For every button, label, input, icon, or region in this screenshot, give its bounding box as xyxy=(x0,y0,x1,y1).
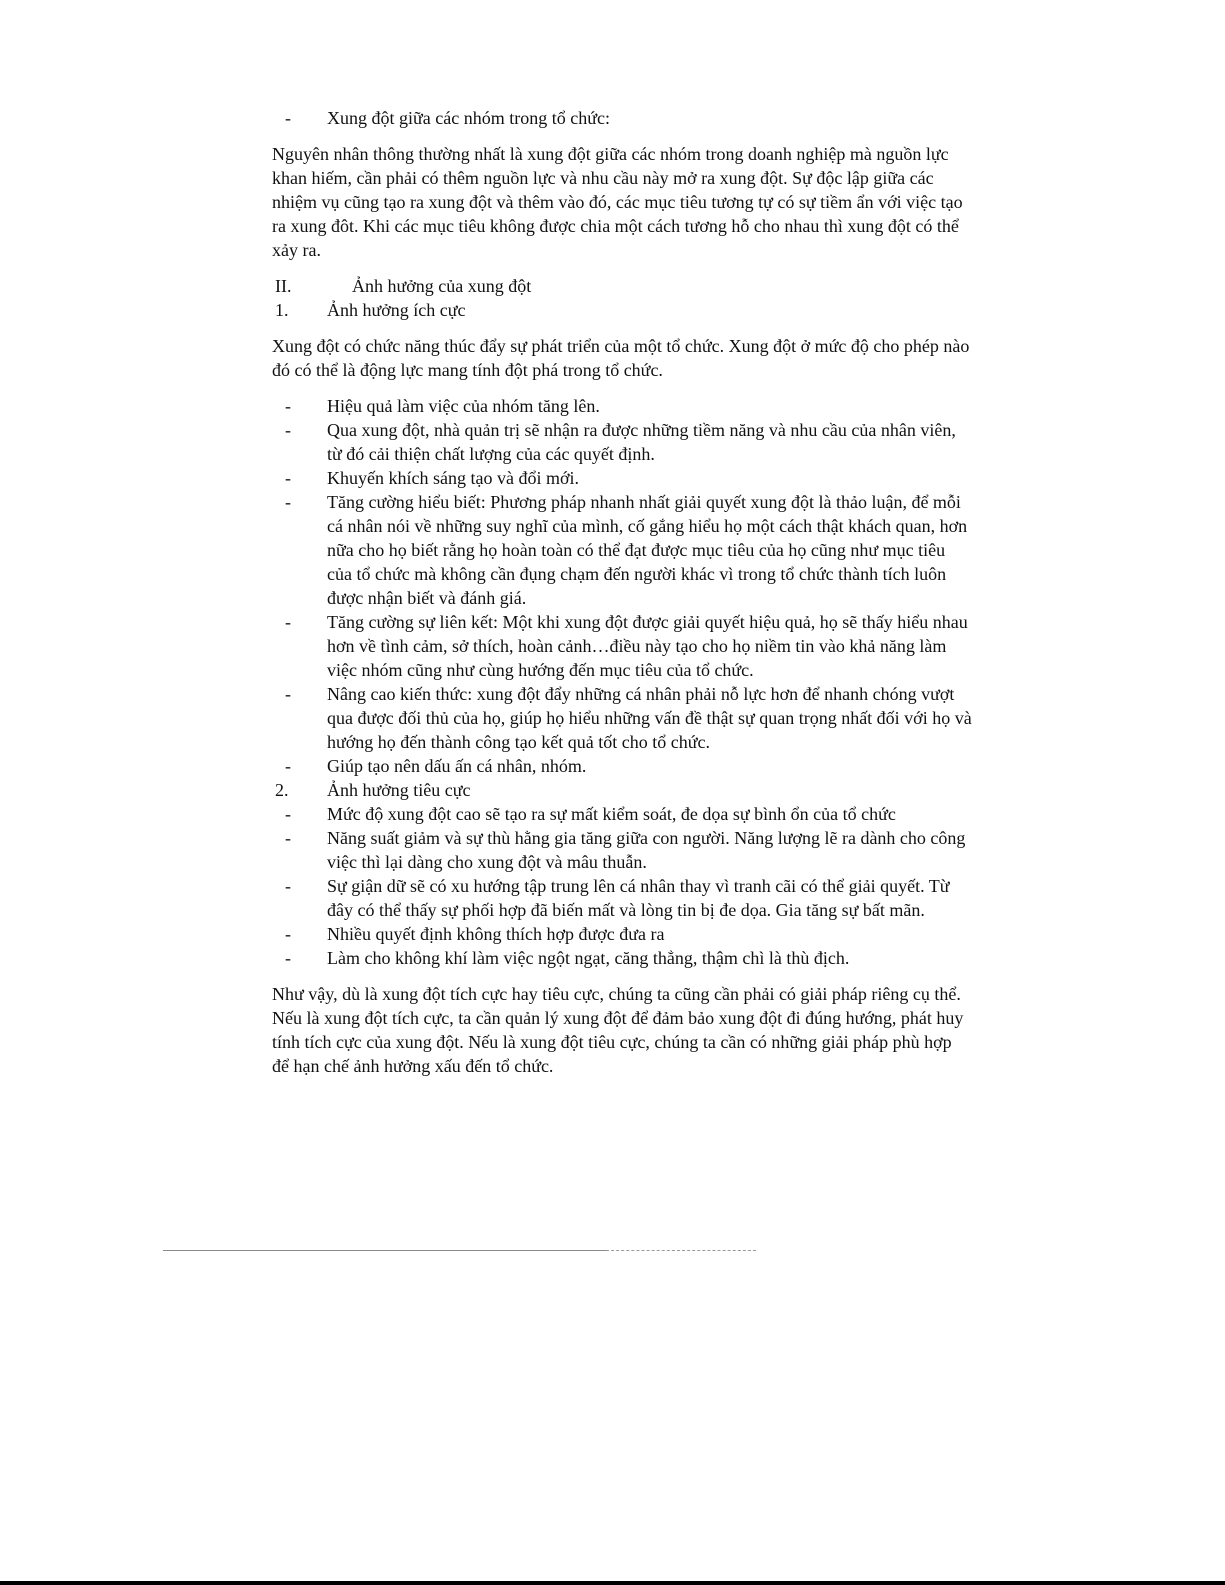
bullet-dash: - xyxy=(285,924,291,944)
negative-list xyxy=(272,802,972,970)
list-item-text: Tăng cường sự liên kết: Một khi xung đột được giải quyết hiệu quả, họ sẽ thấy hiểu nhau hơn về tình cảm, sở thích, hoàn cảnh…điều này tạo cho họ niềm tin vào khả năng làm việc nhóm cũng như cùng hướng đến mục tiêu của tổ chức. xyxy=(327,612,968,680)
list-item-text: Khuyến khích sáng tạo và đổi mới. xyxy=(327,468,579,488)
list-item-text: Năng suất giảm và sự thù hằng gia tăng giữa con người. Năng lượng lẽ ra dành cho công việc thì lại dàng cho xung đột và mâu thuẫn. xyxy=(327,828,966,872)
bullet-dash: - xyxy=(285,876,291,896)
bullet-dash: - xyxy=(285,684,291,704)
subsection-number: 1. xyxy=(275,300,289,320)
paragraph-positive: Xung đột có chức năng thúc đẩy sự phát triển của một tổ chức. Xung đột ở mức độ cho phép nào đó có thể là động lực mang tính đột phá trong tổ chức. xyxy=(272,336,970,380)
bullet-dash: - xyxy=(285,108,291,128)
paragraph-conclusion: Như vậy, dù là xung đột tích cực hay tiêu cực, chúng ta cũng cần phải có giải pháp riêng cụ thể. Nếu là xung đột tích cực, ta cần quản lý xung đột để đảm bảo xung đột đi đúng hướng, phát huy tính tích cực của xung đột. Nếu là xung đột tiêu cực, chúng ta cần có những giải pháp phù hợp để hạn chế ảnh hưởng xấu đến tổ chức. xyxy=(272,984,964,1076)
bullet-dash: - xyxy=(285,828,291,848)
list-item xyxy=(272,394,972,418)
list-item xyxy=(272,754,972,778)
section-heading xyxy=(272,274,972,298)
subsection-negative-heading xyxy=(272,778,972,802)
positive-list xyxy=(272,394,972,778)
subsection-title: Ảnh hưởng tiêu cực xyxy=(327,780,471,800)
list-item xyxy=(272,682,972,754)
list-item-text: Làm cho không khí làm việc ngột ngạt, căng thẳng, thậm chì là thù địch. xyxy=(327,948,850,968)
list-item-text: Giúp tạo nên dấu ấn cá nhân, nhóm. xyxy=(327,756,587,776)
bullet-dash: - xyxy=(285,756,291,776)
list-item-text: Mức độ xung đột cao sẽ tạo ra sự mất kiểm soát, đe dọa sự bình ổn của tổ chức xyxy=(327,804,896,824)
list-item xyxy=(272,922,972,946)
document-body xyxy=(272,106,972,1078)
bullet-dash: - xyxy=(285,420,291,440)
subsection-title: Ảnh hưởng ích cực xyxy=(327,300,466,320)
page-bottom-border xyxy=(0,1581,1225,1585)
list-item-text: Qua xung đột, nhà quản trị sẽ nhận ra được những tiềm năng và nhu cầu của nhân viên, từ đó cải thiện chất lượng của các quyết định. xyxy=(327,420,956,464)
list-item-text: Nhiều quyết định không thích hợp được đưa ra xyxy=(327,924,665,944)
list-item xyxy=(272,490,972,610)
list-item xyxy=(272,946,972,970)
bullet-dash: - xyxy=(285,396,291,416)
section-title: Ảnh hưởng của xung đột xyxy=(352,276,532,296)
list-item xyxy=(272,610,972,682)
list-item-text: Nâng cao kiến thức: xung đột đẩy những cá nhân phải nỗ lực hơn để nhanh chóng vượt qua được đối thủ của họ, giúp họ hiểu những vấn đề thật sự quan trọng nhất đối với họ và hướng họ đến thành công tạo kết quả tốt cho tổ chức. xyxy=(327,684,972,752)
bullet-dash: - xyxy=(285,804,291,824)
bullet-dash: - xyxy=(285,948,291,968)
subsection-positive-heading xyxy=(272,298,972,322)
bullet-intro-text: Xung đột giữa các nhóm trong tổ chức: xyxy=(327,108,610,128)
footnote-separator xyxy=(163,1250,606,1251)
bullet-dash: - xyxy=(285,468,291,488)
list-item-text: Tăng cường hiểu biết: Phương pháp nhanh nhất giải quyết xung đột là thảo luận, để mỗi cá nhân nói về những suy nghĩ của mình, cố gắng hiểu họ một cách thật khách quan, hơn nữa cho họ biết rằng họ hoàn toàn có thể đạt được mục tiêu của họ cũng như mục tiêu của tổ chức mà không cần đụng chạm đến người khác vì trong tổ chức thành tích luôn được nhận biết và đánh giá. xyxy=(327,492,968,608)
list-item xyxy=(272,802,972,826)
bullet-dash: - xyxy=(285,612,291,632)
list-item xyxy=(272,874,972,922)
list-item xyxy=(272,826,972,874)
paragraph-cause: Nguyên nhân thông thường nhất là xung đột giữa các nhóm trong doanh nghiệp mà nguồn lực khan hiếm, cần phải có thêm nguồn lực và nhu cầu này mở ra xung đột. Sự độc lập giữa các nhiệm vụ cũng tạo ra xung đột và thêm vào đó, các mục tiêu tương tự có sự tiềm ẩn với việc tạo ra xung đôt. Khi các mục tiêu không được chia một cách tương hỗ cho nhau thì xung đột có thể xảy ra. xyxy=(272,144,963,260)
subsection-number: 2. xyxy=(275,780,289,800)
list-item-text: Sự giận dữ sẽ có xu hướng tập trung lên cá nhân thay vì tranh cãi có thể giải quyết. Từ đây có thể thấy sự phối hợp đã biến mất và lòng tin bị đe dọa. Gia tăng sự bất mãn. xyxy=(327,876,950,920)
bullet-intro xyxy=(272,106,972,130)
footnote-separator-dashed xyxy=(606,1250,756,1251)
list-item xyxy=(272,418,972,466)
list-item xyxy=(272,466,972,490)
list-item-text: Hiệu quả làm việc của nhóm tăng lên. xyxy=(327,396,600,416)
section-number: II. xyxy=(275,276,292,296)
bullet-dash: - xyxy=(285,492,291,512)
